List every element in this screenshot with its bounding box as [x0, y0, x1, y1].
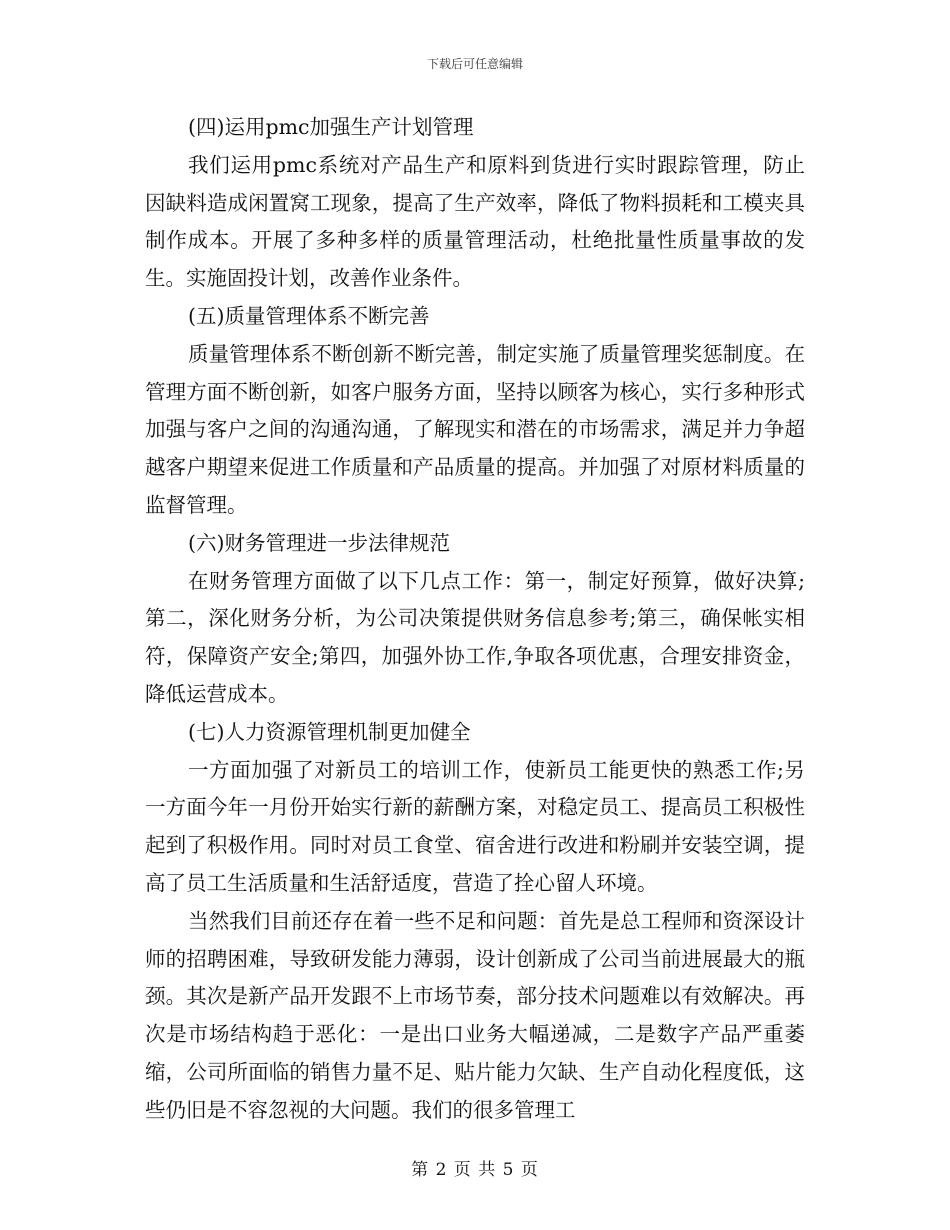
page-footer: 第 2 页 共 5 页 [411, 1160, 539, 1180]
document-body [145, 109, 805, 1130]
paragraph-pmc: 我们运用pmc系统对产品生产和原料到货进行实时跟踪管理，防止因缺料造成闲置窝工现象，提高了生产效率，降低了物料损耗和工模夹具制作成本。开展了多种多样的质量管理活动，杜绝批量性质量事故的发生。实施固投计划，改善作业条件。 [145, 152, 805, 291]
paragraph-finance: 在财务管理方面做了以下几点工作：第一，制定好预算，做好决算;第二，深化财务分析，为公司决策提供财务信息参考;第三，确保帐实相符，保障资产安全;第四，加强外协工作,争取各项优惠，合理安排资金，降低运营成本。 [145, 568, 805, 706]
paragraph-quality: 质量管理体系不断创新不断完善，制定实施了质量管理奖惩制度。在管理方面不断创新，如客户服务方面，坚持以顾客为核心，实行多种形式加强与客户之间的沟通沟通，了解现实和潜在的市场需求，满足并力争超越客户期望来促进工作质量和产品质量的提高。并加强了对原材料质量的监督管理。 [145, 341, 805, 517]
paragraph-hr: 一方面加强了对新员工的培训工作，使新员工能更快的熟悉工作;另一方面今年一月份开始实行新的薪酬方案，对稳定员工、提高员工积极性起到了积极作用。同时对员工食堂、宿舍进行改进和粉刷并安装空调，提高了员工生活质量和生活舒适度，营造了拴心留人环境。 [145, 757, 805, 895]
page-header: 下载后可任意编辑 [426, 57, 523, 71]
section-heading-7: (七)人力资源管理机制更加健全 [188, 719, 471, 744]
section-heading-6: (六)财务管理进一步法律规范 [188, 530, 450, 555]
section-heading-4: (四)运用pmc加强生产计划管理 [188, 115, 474, 139]
paragraph-issues: 当然我们目前还存在着一些不足和问题：首先是总工程师和资深设计师的招聘困难，导致研发能力薄弱，设计创新成了公司当前进展最大的瓶颈。其次是新产品开发跟不上市场节奏，部分技术问题难以有效解决。再次是市场结构趋于恶化：一是出口业务大幅递减，二是数字产品严重萎缩，公司所面临的销售力量不足、贴片能力欠缺、生产自动化程度低，这些仍旧是不容忽视的大问题。我们的很多管理工 [145, 908, 805, 1122]
section-heading-5: (五)质量管理体系不断完善 [188, 303, 430, 328]
